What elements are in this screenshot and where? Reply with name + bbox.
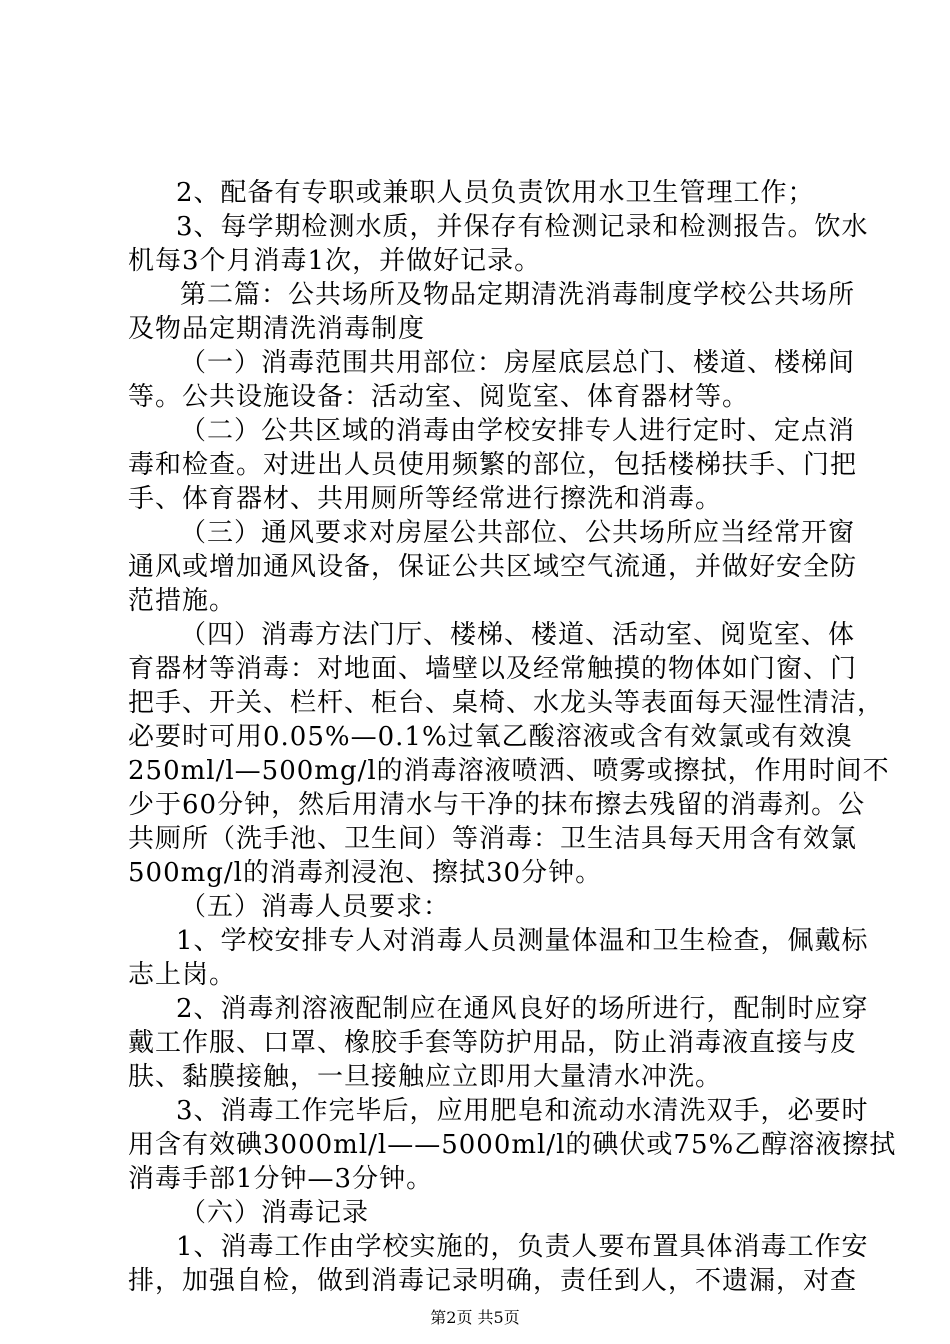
body-line-7: 等。公共设施设备：活动室、阅览室、体育器材等。 xyxy=(128,382,750,412)
page-number-footer: 第2页 共5页 xyxy=(430,1308,520,1327)
body-line-28: 3、消毒工作完毕后，应用肥皂和流动水清洗双手，必要时 xyxy=(176,1096,869,1126)
body-line-2: 3、每学期检测水质，并保存有检测记录和检测报告。饮水 xyxy=(176,212,869,242)
body-line-11: （三）通风要求对房屋公共部位、公共场所应当经常开窗 xyxy=(180,518,856,548)
body-line-20: 共厕所（洗手池、卫生间）等消毒：卫生洁具每天用含有效氯 xyxy=(128,824,858,854)
body-line-18: 250ml/l—500mg/l的消毒溶液喷洒、喷雾或擦拭，作用时间不 xyxy=(128,756,890,786)
section-heading-line-2: 及物品定期清洗消毒制度 xyxy=(128,314,426,344)
body-line-16: 把手、开关、栏杆、柜台、桌椅、水龙头等表面每天湿性清洁， xyxy=(128,688,885,718)
body-line-17: 必要时可用0.05%—0.1%过氧乙酸溶液或含有效氯或有效溴 xyxy=(128,722,853,752)
body-line-27: 肤、黏膜接触，一旦接触应立即用大量清水冲洗。 xyxy=(128,1062,723,1092)
section-heading-line-1: 第二篇：公共场所及物品定期清洗消毒制度学校公共场所 xyxy=(180,280,856,310)
body-line-32: 1、消毒工作由学校实施的，负责人要布置具体消毒工作安 xyxy=(176,1232,869,1262)
body-line-6: （一）消毒范围共用部位：房屋底层总门、楼道、楼梯间 xyxy=(180,348,856,378)
body-line-24: 志上岗。 xyxy=(128,960,237,990)
body-line-14: （四）消毒方法门厅、楼梯、楼道、活动室、阅览室、体 xyxy=(180,620,856,650)
subheading-line-22: （五）消毒人员要求： xyxy=(180,892,451,922)
body-line-23: 1、学校安排专人对消毒人员测量体温和卫生检查，佩戴标 xyxy=(176,926,869,956)
body-line-30: 消毒手部1分钟—3分钟。 xyxy=(128,1164,434,1194)
body-line-26: 戴工作服、口罩、橡胶手套等防护用品，防止消毒液直接与皮 xyxy=(128,1028,858,1058)
body-line-19: 少于60分钟，然后用清水与干净的抹布擦去残留的消毒剂。公 xyxy=(128,790,866,820)
body-line-10: 手、体育器材、共用厕所等经常进行擦洗和消毒。 xyxy=(128,484,723,514)
body-line-33: 排，加强自检，做到消毒记录明确，责任到人，不遗漏，对查 xyxy=(128,1266,858,1296)
body-line-3: 机每3个月消毒1次，并做好记录。 xyxy=(128,246,542,276)
body-line-1: 2、配备有专职或兼职人员负责饮用水卫生管理工作； xyxy=(176,178,815,208)
body-line-29: 用含有效碘3000ml/l——5000ml/l的碘伏或75%乙醇溶液擦拭 xyxy=(128,1130,897,1160)
body-line-9: 毒和检查。对进出人员使用频繁的部位，包括楼梯扶手、门把 xyxy=(128,450,858,480)
subheading-line-31: （六）消毒记录 xyxy=(180,1198,370,1228)
body-line-13: 范措施。 xyxy=(128,586,237,616)
body-line-21: 500mg/l的消毒剂浸泡、擦拭30分钟。 xyxy=(128,858,603,888)
body-line-12: 通风或增加通风设备，保证公共区域空气流通，并做好安全防 xyxy=(128,552,858,582)
body-line-8: （二）公共区域的消毒由学校安排专人进行定时、定点消 xyxy=(180,416,856,446)
body-line-15: 育器材等消毒：对地面、墙壁以及经常触摸的物体如门窗、门 xyxy=(128,654,858,684)
body-line-25: 2、消毒剂溶液配制应在通风良好的场所进行，配制时应穿 xyxy=(176,994,869,1024)
